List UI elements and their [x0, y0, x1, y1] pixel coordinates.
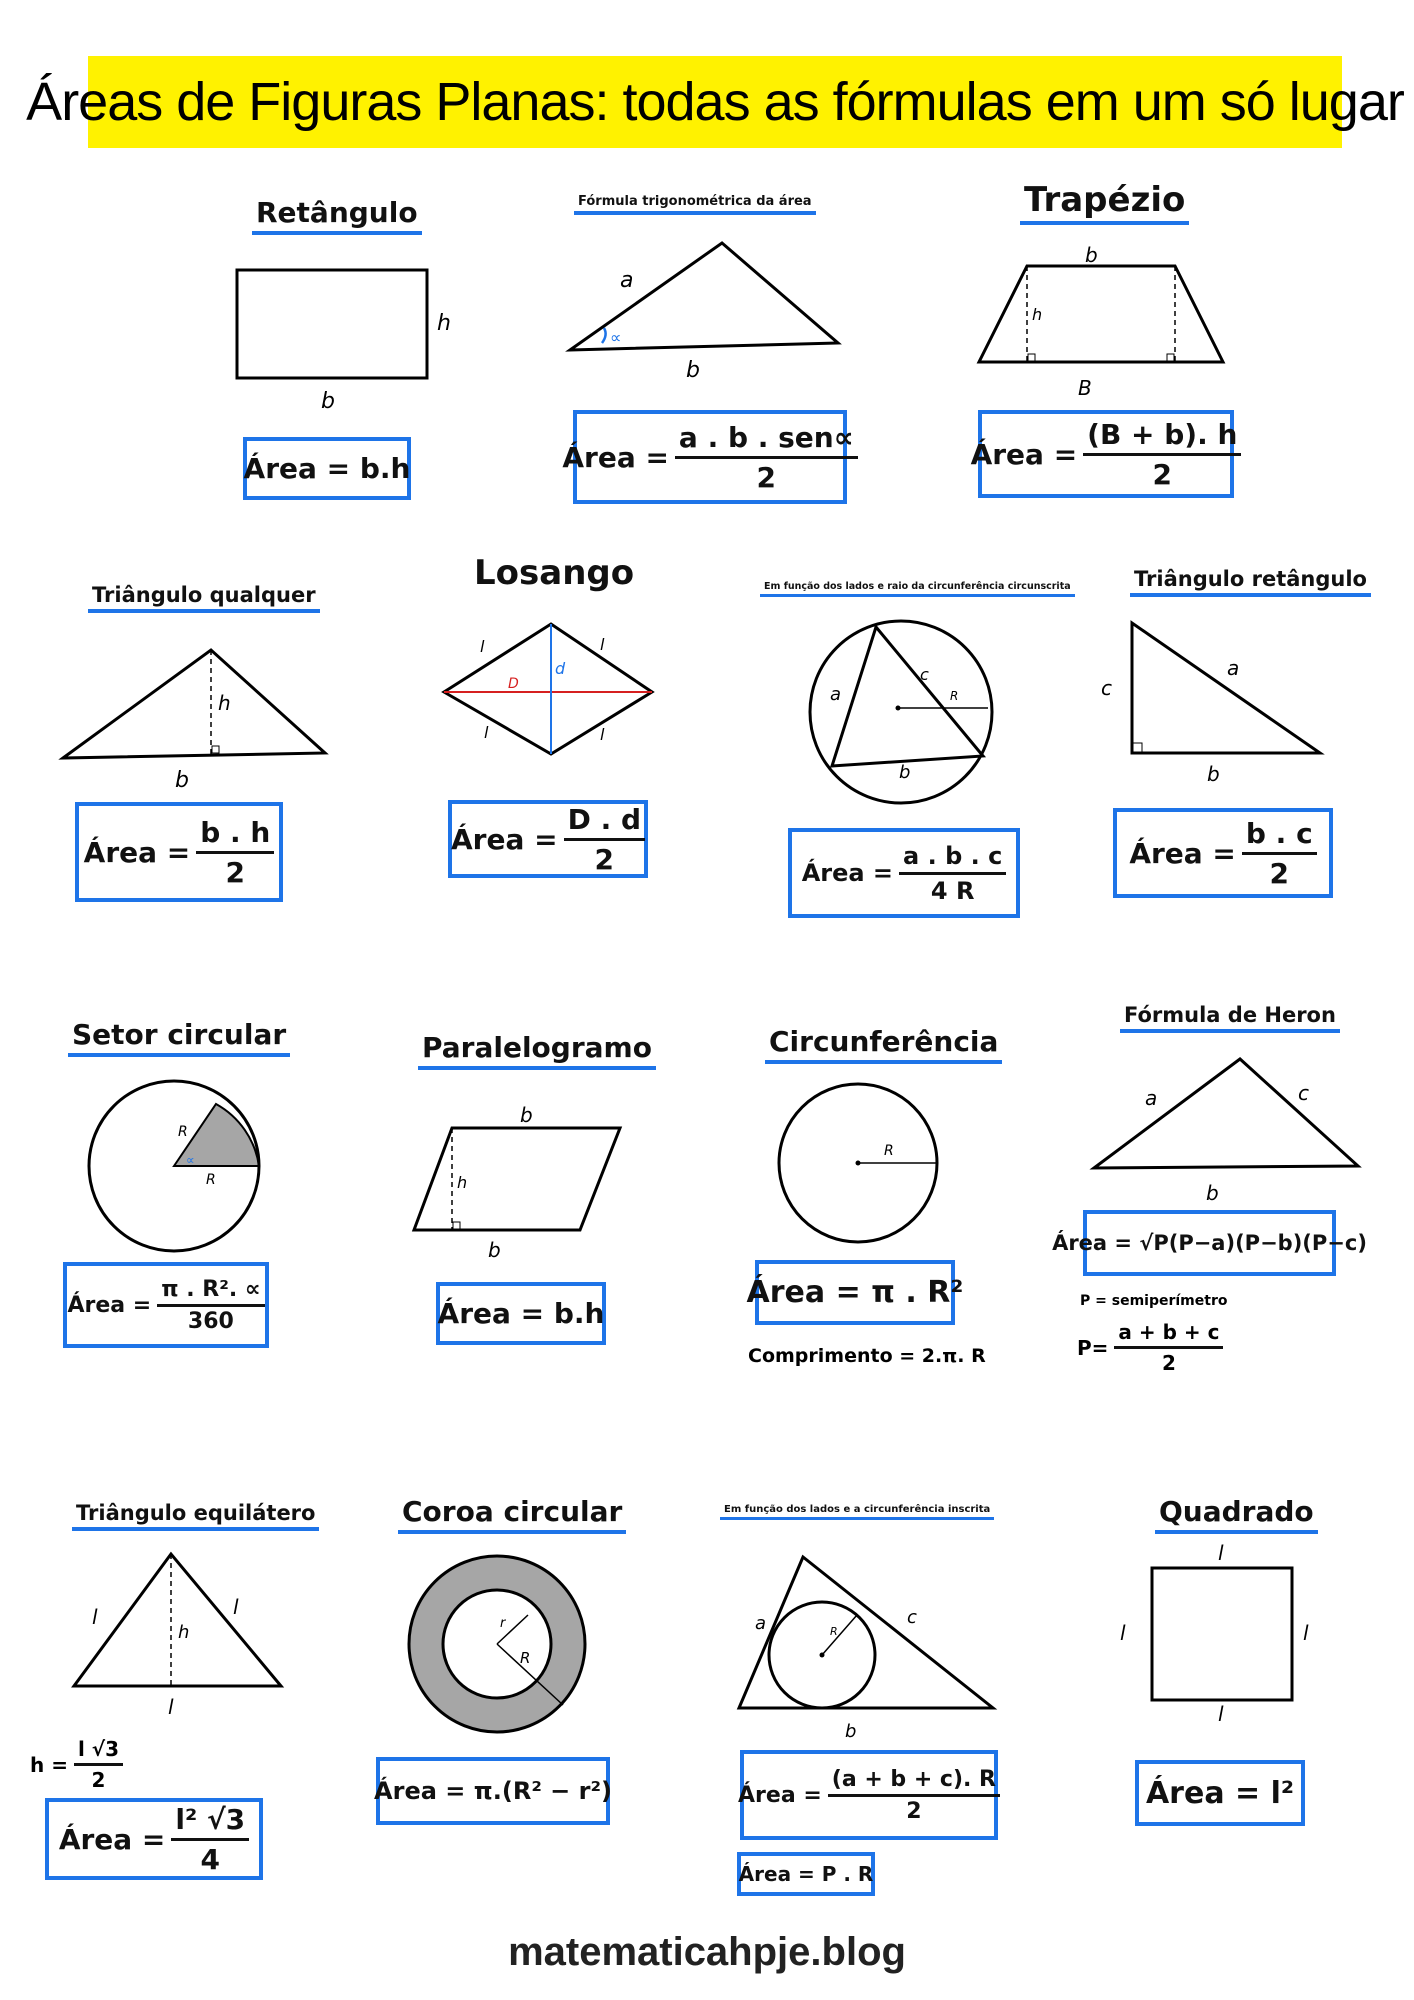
losango-formula-box: Área = $\frac{D . d}{2}$: [448, 800, 648, 878]
title-banner: [26, 56, 1404, 148]
coroa-formula-box: Área = π.(R² − r²): [376, 1757, 610, 1825]
trig-title: Fórmula trigonométrica da área: [574, 195, 816, 215]
retangulo-title: Retângulo: [252, 198, 422, 235]
trapezio-title: Trapézio: [1020, 182, 1189, 225]
svg-text:a: a: [755, 1613, 767, 1634]
svg-text:B: B: [1078, 376, 1092, 400]
tri-retangulo-title: Triângulo retângulo: [1130, 568, 1371, 597]
svg-text:R: R: [206, 1172, 216, 1188]
svg-text:l: l: [92, 1605, 98, 1629]
svg-text:∝: ∝: [186, 1153, 195, 1167]
quadrado-title: Quadrado: [1155, 1497, 1318, 1534]
heron-title: Fórmula de Heron: [1120, 1004, 1340, 1033]
tri-retangulo-formula-box: Área = $\frac{b . c}{2}$: [1113, 808, 1333, 898]
svg-text:b: b: [1207, 762, 1220, 786]
losango-title: Losango: [474, 553, 635, 593]
svg-text:b: b: [1206, 1181, 1219, 1205]
svg-text:c: c: [1101, 676, 1112, 700]
tri-qualquer-title: Triângulo qualquer: [88, 584, 320, 613]
svg-text:l: l: [1218, 1541, 1224, 1565]
svg-text:b: b: [321, 389, 335, 414]
svg-text:l: l: [480, 637, 485, 656]
equilatero-title: Triângulo equilátero: [72, 1502, 319, 1531]
quadrado-formula-box: Área = l²: [1135, 1760, 1305, 1826]
svg-text:h: h: [178, 1622, 190, 1643]
svg-text:h: h: [218, 691, 231, 715]
svg-text:d: d: [555, 659, 566, 678]
page-title: Áreas de Figuras Planas: todas as fórmulas em um só lugar: [26, 72, 1404, 132]
trapezio-formula-box: Área = $\frac{(B + b). h}{2}$: [978, 410, 1234, 498]
inscrita-formula-box: Área = $\frac{(a + b + c). R}{2}$: [740, 1750, 998, 1840]
scalene-triangle-figure: [55, 640, 340, 793]
right-triangle-figure: [1095, 615, 1335, 785]
equilateral-triangle-figure: [68, 1548, 288, 1718]
svg-text:c: c: [1298, 1081, 1309, 1105]
svg-text:l: l: [233, 1595, 239, 1619]
svg-text:l: l: [484, 723, 489, 742]
svg-text:b: b: [520, 1103, 533, 1127]
setor-formula-box: Área = $\frac{\text{π . R². ∝}}{360}$: [63, 1262, 269, 1348]
circle-figure: [778, 1083, 942, 1247]
svg-text:R: R: [950, 689, 959, 703]
svg-text:l: l: [1303, 1621, 1309, 1645]
svg-text:h: h: [1032, 305, 1043, 324]
svg-text:b: b: [899, 762, 911, 783]
svg-text:a: a: [830, 684, 842, 705]
rectangle-figure: [225, 262, 455, 412]
heron-formula-box: Área = √P(P−a)(P−b)(P−c): [1083, 1210, 1336, 1276]
svg-text:l: l: [600, 725, 605, 744]
svg-text:R: R: [884, 1143, 894, 1159]
semiperimetro-formula: P= $\frac{a + b + c}{2}$: [1077, 1320, 1223, 1375]
trapezoid-figure: [975, 240, 1235, 400]
svg-text:l: l: [600, 635, 605, 654]
svg-text:b: b: [175, 768, 189, 793]
svg-text:h: h: [457, 1173, 468, 1192]
circumscribed-circle-figure: [808, 620, 1002, 820]
svg-text:l: l: [1218, 1702, 1224, 1726]
parallelogram-figure: [410, 1100, 635, 1260]
inscrita-alt-formula-box: Área = P . R: [737, 1852, 875, 1896]
svg-text:b: b: [845, 1721, 857, 1742]
semiperimetro-note: P = semiperímetro: [1080, 1293, 1228, 1309]
circular-sector-figure: [88, 1080, 263, 1255]
svg-text:h: h: [437, 311, 451, 336]
svg-text:R: R: [178, 1124, 188, 1140]
tri-qualquer-formula-box: Área = $\frac{b . h}{2}$: [75, 802, 283, 902]
setor-title: Setor circular: [68, 1020, 290, 1057]
annulus-figure: [408, 1555, 588, 1735]
svg-text:b: b: [686, 358, 700, 383]
circunscrita-formula-box: Área = $\frac{a . b . c}{4 R}$: [788, 828, 1020, 918]
coroa-title: Coroa circular: [398, 1497, 626, 1534]
equilatero-formula-box: Área = $\frac{\text{l² √3}}{4}$: [45, 1798, 263, 1880]
svg-text:b: b: [488, 1238, 501, 1262]
trig-triangle-figure: [560, 235, 850, 385]
heron-triangle-figure: [1090, 1055, 1365, 1205]
footer-site-name[interactable]: matematicahpje.blog: [508, 1930, 906, 1974]
svg-text:c: c: [907, 1607, 917, 1628]
trig-formula-box: Área = $\frac{\text{a . b . sen∝}}{2}$: [573, 410, 847, 504]
svg-text:R: R: [520, 1649, 531, 1667]
svg-text:l: l: [168, 1695, 174, 1719]
square-figure: [1110, 1541, 1330, 1726]
circunscrita-title: Em função dos lados e raio da circunferência circunscrita: [760, 582, 1075, 597]
svg-text:∝: ∝: [610, 328, 622, 347]
svg-text:r: r: [500, 1616, 506, 1631]
svg-text:a: a: [1145, 1086, 1158, 1110]
inscribed-circle-figure: [735, 1553, 1000, 1753]
svg-text:R: R: [830, 1625, 838, 1638]
equilatero-height-formula: h = $\frac{l √3}{2}$: [30, 1737, 123, 1792]
circunferencia-formula-box: Área = π . R²: [755, 1260, 955, 1325]
svg-text:b: b: [1085, 243, 1098, 267]
comprimento-formula: Comprimento = 2.π. R: [748, 1345, 986, 1367]
inscrita-title: Em função dos lados e a circunferência inscrita: [720, 1504, 994, 1520]
paralelogramo-title: Paralelogramo: [418, 1033, 656, 1070]
svg-text:a: a: [1227, 656, 1240, 680]
retangulo-formula-box: Área = b.h: [243, 437, 411, 500]
paralelogramo-formula-box: Área = b.h: [436, 1282, 606, 1345]
circunferencia-title: Circunferência: [765, 1027, 1002, 1064]
svg-text:l: l: [1120, 1621, 1126, 1645]
svg-text:a: a: [620, 268, 634, 293]
rhombus-figure: [440, 618, 655, 758]
svg-text:D: D: [508, 676, 519, 692]
svg-text:c: c: [920, 665, 929, 684]
